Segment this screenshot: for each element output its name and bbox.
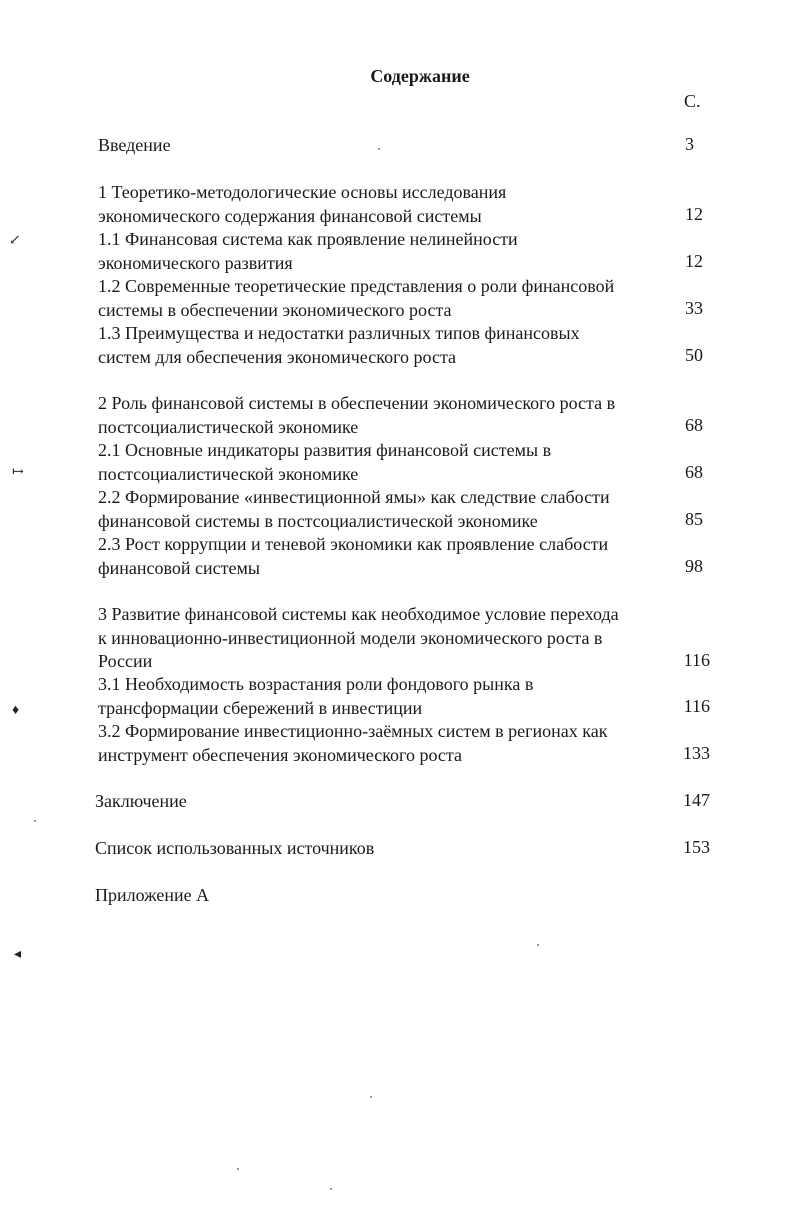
toc-entry [98, 673, 658, 720]
toc-entry-line: Заключение [95, 791, 187, 811]
toc-entry-line: 1.2 Современные теоретические представления о роли финансовой [98, 276, 615, 296]
toc-page-number: 68 [685, 462, 703, 482]
toc-entry-line: 1 Теоретико-методологические основы исследования [98, 182, 507, 202]
toc-entry-line: России [98, 651, 153, 671]
scan-speck [330, 1188, 332, 1190]
scan-speck [378, 148, 380, 150]
toc-entry-line: постсоциалистической экономике [98, 463, 359, 484]
toc-entry [98, 392, 658, 439]
toc-page-number: 12 [685, 251, 703, 271]
page-column-header: С. [684, 91, 701, 111]
toc-page-number: 85 [685, 509, 703, 529]
toc-entry-line: 2.3 Рост коррупции и теневой экономики как проявление слабости [98, 534, 609, 554]
toc-entry-line: Приложение А [95, 885, 210, 905]
toc-entry-line: к инновационно-инвестиционной модели экономического роста в [98, 627, 603, 648]
toc-page-number: 98 [685, 556, 703, 576]
toc-entry [98, 439, 658, 486]
toc-entry-line: 1.3 Преимущества и недостатки различных типов финансовых [98, 323, 580, 343]
toc-entry [98, 181, 658, 228]
toc-entry [95, 884, 655, 908]
toc-entry [95, 837, 655, 861]
scan-speck [237, 1168, 239, 1170]
toc-entry [98, 720, 658, 767]
toc-entry [98, 603, 658, 674]
toc-entry-line: Список использованных источников [95, 838, 375, 858]
toc-entry-line: Введение [98, 135, 171, 155]
toc-entry [98, 486, 658, 533]
toc-page-number: 33 [685, 298, 703, 318]
toc-entry-line: финансовой системы в постсоциалистической экономике [98, 510, 538, 531]
toc-entry [98, 134, 658, 158]
scan-mark: ↦ [12, 465, 24, 480]
toc-entry-line: 2 Роль финансовой системы в обеспечении экономического роста в [98, 393, 616, 413]
scan-speck [34, 820, 36, 822]
toc-entry-line: 3.2 Формирование инвестиционно-заёмных систем в регионах как [98, 721, 608, 741]
toc-page-number: 116 [683, 696, 710, 716]
toc-entry [98, 533, 658, 580]
toc-page-number: 133 [683, 743, 710, 763]
toc-entry-line: постсоциалистической экономике [98, 416, 359, 437]
toc-page-number: 12 [685, 204, 703, 224]
toc-entry-line: 1.1 Финансовая система как проявление нелинейности [98, 229, 518, 249]
toc-entry-line: трансформации сбережений в инвестиции [98, 697, 423, 718]
toc-entry-line: 2.2 Формирование «инвестиционной ямы» как следствие слабости [98, 487, 610, 507]
scan-mark: ↙ [9, 233, 21, 248]
toc-entry [95, 790, 655, 814]
toc-page-number: 50 [685, 345, 703, 365]
scan-mark: ◂ [14, 947, 22, 962]
toc-entry-line: 3.1 Необходимость возрастания роли фондового рынка в [98, 674, 534, 694]
toc-page-number: 153 [683, 837, 710, 857]
scan-speck [370, 1096, 372, 1098]
toc-entry-line: финансовой системы [98, 557, 260, 578]
toc-entry [98, 228, 658, 275]
toc-entry-line: экономического содержания финансовой системы [98, 205, 482, 226]
toc-entry [98, 322, 658, 369]
toc-entry-line: экономического развития [98, 252, 293, 273]
toc-page-number: 68 [685, 415, 703, 435]
toc-entry-line: системы в обеспечении экономического роста [98, 299, 452, 320]
toc-page-number: 3 [685, 134, 694, 154]
toc-entry-line: инструмент обеспечения экономического роста [98, 744, 462, 765]
scan-mark: ♦ [12, 703, 20, 718]
toc-entry-line: 3 Развитие финансовой системы как необходимое условие перехода [98, 604, 619, 624]
toc-entry [98, 275, 658, 322]
toc-page-number: 147 [683, 790, 710, 810]
scan-speck [537, 944, 539, 946]
toc-page-number: 116 [683, 650, 710, 670]
page-title: Содержание [370, 66, 470, 86]
toc-entry-line: 2.1 Основные индикаторы развития финансовой системы в [98, 440, 552, 460]
toc-entry-line: систем для обеспечения экономического роста [98, 346, 457, 367]
